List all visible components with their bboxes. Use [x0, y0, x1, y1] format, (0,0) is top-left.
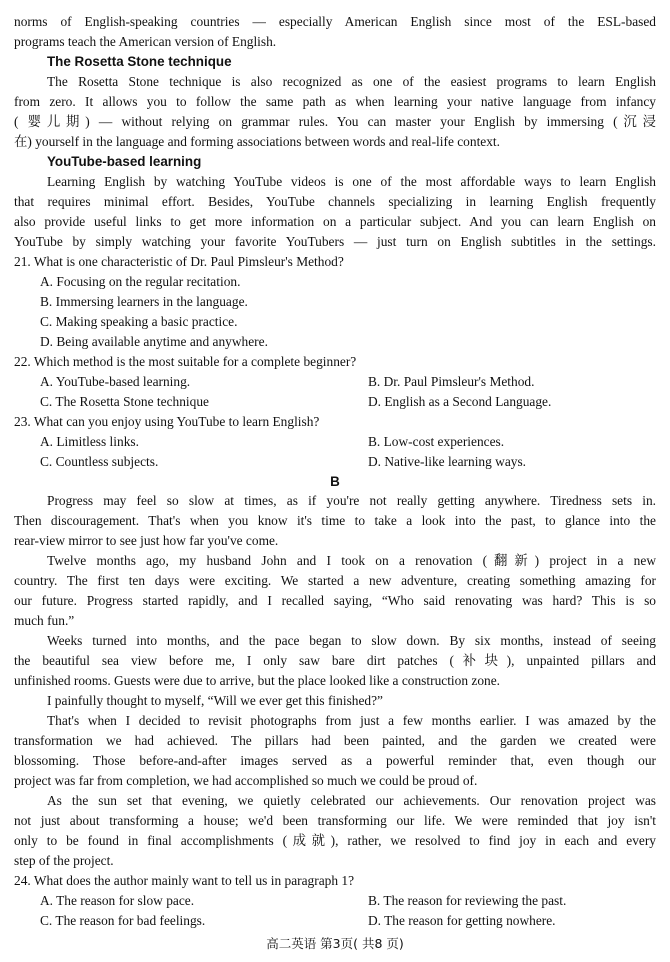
text-line: unfinished rooms. Guests were due to arrive, but the place looked like a construction zone. — [14, 673, 501, 688]
text-line: 在) yourself in the language and forming associations between words and real-life context. — [14, 134, 500, 149]
text-line: blossoming. Those before-and-after images served as a powerful reminder that, even though our — [14, 753, 656, 768]
question-stem: 24. What does the author mainly want to tell us in paragraph 1? — [14, 873, 355, 888]
text-line: project was far from completion, we had accomplished so much we could be proud of. — [14, 773, 478, 788]
answer-option: A. Focusing on the regular recitation. — [40, 274, 241, 289]
text-line: step of the project. — [14, 853, 114, 868]
text-line: from zero. It allows you to follow the same path as when learning your native language from infancy — [14, 94, 656, 109]
answer-option: A. Limitless links. — [40, 434, 139, 449]
answer-option: D. Being available anytime and anywhere. — [40, 334, 268, 349]
answer-option: C. Countless subjects. — [40, 454, 159, 469]
text-line: country. The first ten days were exciting. We started a new adventure, creating something amazing for — [14, 573, 656, 588]
answer-option: D. The reason for getting nowhere. — [368, 913, 556, 928]
text-line: Then discouragement. That's when you know it's time to take a look into the past, to glance into the — [14, 513, 656, 528]
text-line: YouTube by simply watching your favorite YouTubers — just turn on English subtitles in the settings. — [14, 234, 656, 249]
text-line: Weeks turned into months, and the pace began to slow down. By six months, instead of seeing — [47, 633, 656, 648]
question-stem: 21. What is one characteristic of Dr. Paul Pimsleur's Method? — [14, 254, 344, 269]
text-line: that requires minimal effort. Besides, YouTube channels specializing in learning English frequently — [14, 194, 656, 209]
text-line: The Rosetta Stone technique is also recognized as one of the easiest programs to learn English — [47, 74, 656, 89]
text-line: Progress may feel so slow at times, as if you're not really getting anywhere. Tiredness sets in. — [47, 493, 656, 508]
text-line: ( 婴儿期) — without relying on grammar rules. You can master your English by immersing (沉浸 — [14, 114, 656, 129]
answer-option: C. The Rosetta Stone technique — [40, 394, 209, 409]
text-line: Twelve months ago, my husband John and I took on a renovation (翻新) project in a new — [47, 553, 656, 568]
text-line: norms of English-speaking countries — especially American English since most of the ESL-based — [14, 14, 656, 29]
text-line: I painfully thought to myself, “Will we ever get this finished?” — [47, 693, 384, 708]
answer-option: D. Native-like learning ways. — [368, 454, 527, 469]
answer-option: B. Dr. Paul Pimsleur's Method. — [368, 374, 535, 389]
text-line: rear-view mirror to see just how far you've come. — [14, 533, 279, 548]
text-line: also provide useful links to get more information on a particular subject. And you can learn English on — [14, 214, 656, 229]
text-line: only to be found in final accomplishments (成就), rather, we resolved to find joy in each and every — [14, 833, 656, 848]
answer-option: C. The reason for bad feelings. — [40, 913, 206, 928]
answer-option: C. Making speaking a basic practice. — [40, 314, 238, 329]
answer-option: B. The reason for reviewing the past. — [368, 893, 567, 908]
text-line: our future. Progress started rapidly, and I recalled saying, “Who said renovating was hard? This is so — [14, 593, 656, 608]
answer-option: B. Low-cost experiences. — [368, 434, 505, 449]
answer-option: D. English as a Second Language. — [368, 394, 552, 409]
text-line: programs teach the American version of English. — [14, 34, 277, 49]
text-line: That's when I decided to revisit photographs from just a few months earlier. I was amazed by the — [47, 713, 656, 728]
text-line: the beautiful sea view before me, I only saw bare dirt patches (补块), unpainted pillars and — [14, 653, 656, 668]
section-heading-rosetta: The Rosetta Stone technique — [47, 54, 232, 69]
section-label-b: B — [330, 474, 340, 489]
answer-option: A. The reason for slow pace. — [40, 893, 195, 908]
text-line: As the sun set that evening, we quietly celebrated our achievements. Our renovation project was — [47, 793, 656, 808]
text-line: much fun.” — [14, 613, 75, 628]
page-footer: 高二英语 第3页( 共8 页) — [266, 936, 404, 951]
question-stem: 22. Which method is the most suitable for a complete beginner? — [14, 354, 357, 369]
text-line: Learning English by watching YouTube videos is one of the most affordable ways to learn English — [47, 174, 656, 189]
question-stem: 23. What can you enjoy using YouTube to learn English? — [14, 414, 320, 429]
answer-option: A. YouTube-based learning. — [40, 374, 191, 389]
section-heading-youtube: YouTube-based learning — [47, 154, 202, 169]
answer-option: B. Immersing learners in the language. — [40, 294, 248, 309]
text-line: not just about transforming a house; we'd been transforming our life. We were reminded that joy isn't — [14, 813, 656, 828]
text-line: transformation we had achieved. The pillars had been painted, and the garden we created were — [14, 733, 656, 748]
